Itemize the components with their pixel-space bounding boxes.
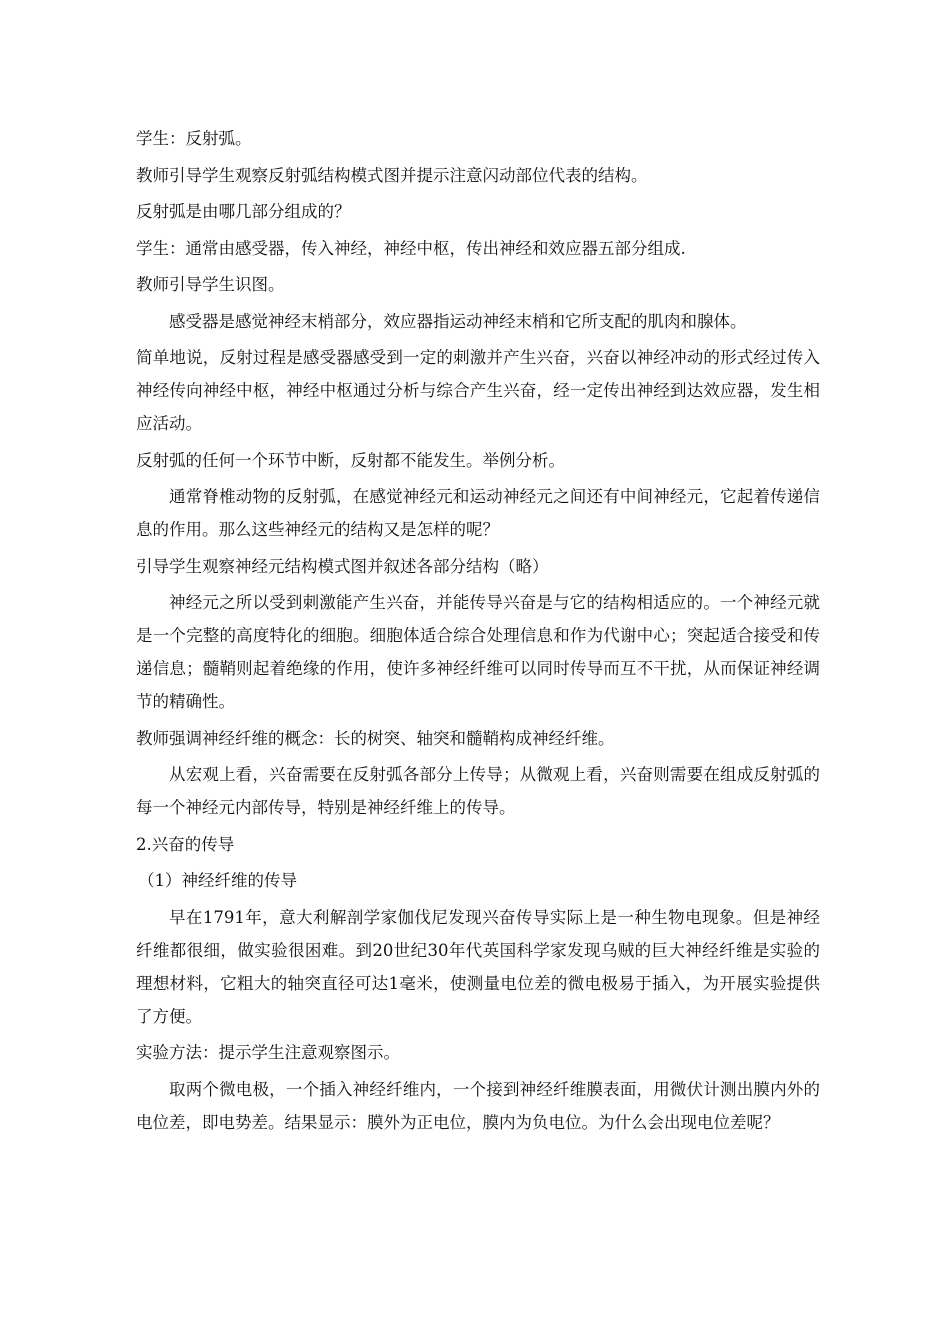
paragraph-interneuron: 通常脊椎动物的反射弧，在感觉神经元和运动神经元之间还有中间神经元，它起着传递信息的作用。那么这些神经元的结构又是怎样的呢？ xyxy=(136,487,820,539)
paragraph-teacher-guides-observation: 教师引导学生观察反射弧结构模式图并提示注意闪动部位代表的结构。 xyxy=(136,165,648,185)
paragraph-reflex-process: 简单地说，反射过程是感受器感受到一定的刺激并产生兴奋，兴奋以神经冲动的形式经过传入神经传向神经中枢，神经中枢通过分析与综合产生兴奋，经一定传出神经到达效应器，发生相应活动。 xyxy=(136,348,820,433)
paragraph-reflex-interruption: 反射弧的任何一个环节中断，反射都不能发生。举例分析。 xyxy=(136,450,565,470)
paragraph-neuron-structure-function: 神经元之所以受到刺激能产生兴奋，并能传导兴奋是与它的结构相适应的。一个神经元就是一个完整的高度特化的细胞。细胞体适合综合处理信息和作为代谢中心；突起适合接受和传递信息；髓鞘则起着绝缘的作用，使许多神经纤维可以同时传导而互不干扰，从而保证神经调节的精确性。 xyxy=(136,593,820,711)
paragraph-teacher-guides-reading: 教师引导学生识图。 xyxy=(136,275,285,294)
paragraph-nerve-fiber-concept: 教师强调神经纤维的概念：长的树突、轴突和髓鞘构成神经纤维。 xyxy=(136,728,615,748)
paragraph-student-answer-reflex-arc: 学生：反射弧。 xyxy=(136,129,252,148)
paragraph-macro-micro-conduction: 从宏观上看，兴奋需要在反射弧各部分上传导；从微观上看，兴奋则需要在组成反射弧的每一个神经元内部传导，特别是神经纤维上的传导。 xyxy=(136,765,820,817)
paragraph-neuron-structure-guide: 引导学生观察神经元结构模式图并叙述各部分结构（略） xyxy=(136,556,549,576)
paragraph-question-components: 反射弧是由哪几部分组成的？ xyxy=(136,202,351,221)
subsection-heading-nerve-fiber-conduction: （1）神经纤维的传导 xyxy=(138,871,297,890)
paragraph-receptor-effector: 感受器是感觉神经末梢部分，效应器指运动神经末梢和它所支配的肌肉和腺体。 xyxy=(169,311,747,331)
paragraph-microelectrode-experiment: 取两个微电极，一个插入神经纤维内，一个接到神经纤维膜表面，用微伏计测出膜内外的电位差，即电势差。结果显示：膜外为正电位，膜内为负电位。为什么会出现电位差呢？ xyxy=(136,1079,820,1132)
section-heading-excitation-conduction: 2.兴奋的传导 xyxy=(136,834,235,854)
paragraph-experiment-method: 实验方法：提示学生注意观察图示。 xyxy=(136,1043,400,1062)
paragraph-history-galvani: 早在1791年，意大利解剖学家伽伐尼发现兴奋传导实际上是一种生物电现象。但是神经纤维都很细，做实验很困难。到20世纪30年代英国科学家发现乌贼的巨大神经纤维是实验的理想材料，它粗大的轴突直径可达1毫米，使测量电位差的微电极易于插入，为开展实验提供了方便。 xyxy=(136,907,820,1026)
paragraph-student-answer-components: 学生：通常由感受器，传入神经，神经中枢，传出神经和效应器五部分组成. xyxy=(136,238,686,258)
